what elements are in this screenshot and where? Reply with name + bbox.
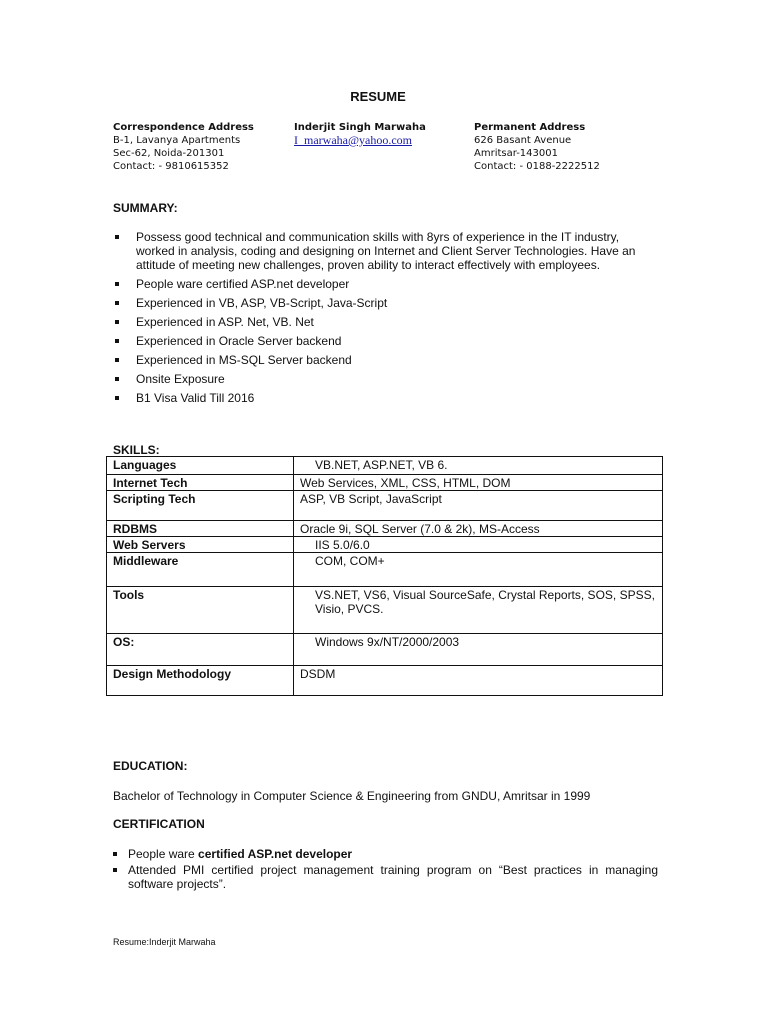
- education-text: Bachelor of Technology in Computer Science & Engineering from GNDU, Amritsar in 1999: [113, 789, 591, 803]
- skill-value: Web Services, XML, CSS, HTML, DOM: [294, 475, 663, 491]
- list-item: Experienced in ASP. Net, VB. Net: [113, 315, 643, 329]
- skill-value: VB.NET, ASP.NET, VB 6.: [294, 457, 663, 475]
- skill-value: IIS 5.0/6.0: [294, 537, 663, 553]
- table-row: [107, 634, 663, 666]
- skill-value: DSDM: [294, 666, 663, 696]
- skill-value: Oracle 9i, SQL Server (7.0 & 2k), MS-Access: [294, 521, 663, 537]
- page-footer: Resume:Inderjit Marwaha: [113, 937, 216, 947]
- skill-key: Scripting Tech: [107, 491, 294, 521]
- list-item: Experienced in MS-SQL Server backend: [113, 353, 643, 367]
- table-row: [107, 475, 663, 491]
- skill-key: OS:: [107, 634, 294, 666]
- permanent-address: [474, 121, 600, 173]
- skill-value: Windows 9x/NT/2000/2003: [294, 634, 663, 666]
- correspondence-line: B-1, Lavanya Apartments: [113, 135, 241, 146]
- education-heading: EDUCATION:: [113, 759, 188, 773]
- cert-highlight: certified ASP.net developer: [198, 847, 353, 861]
- skill-key: Web Servers: [107, 537, 294, 553]
- email-link[interactable]: I_marwaha@yahoo.com: [294, 133, 413, 147]
- cert-prefix: People ware: [128, 847, 199, 861]
- table-row: [107, 521, 663, 537]
- skill-key: RDBMS: [107, 521, 294, 537]
- skills-heading: SKILLS:: [113, 443, 160, 457]
- correspondence-line: Sec-62, Noida-201301: [113, 148, 225, 159]
- table-row: [107, 491, 663, 521]
- skill-key: Internet Tech: [107, 475, 294, 491]
- summary-heading: SUMMARY:: [113, 201, 178, 215]
- table-row: [107, 666, 663, 696]
- correspondence-contact: Contact: - 9810615352: [113, 161, 229, 172]
- table-row: [107, 553, 663, 587]
- list-item: People ware certified ASP.net developer: [113, 277, 643, 291]
- permanent-heading: Permanent Address: [474, 122, 586, 133]
- table-row: [107, 537, 663, 553]
- table-row: [107, 457, 663, 475]
- certification-list: [113, 847, 658, 893]
- certification-heading: CERTIFICATION: [113, 817, 205, 831]
- candidate-info: [294, 121, 426, 147]
- list-item: Experienced in VB, ASP, VB-Script, Java-Script: [113, 296, 643, 310]
- list-item: Onsite Exposure: [113, 372, 643, 386]
- skill-key: Design Methodology: [107, 666, 294, 696]
- list-item: Possess good technical and communication skills with 8yrs of experience in the IT industry, worked in analysis, coding and designing on Internet and Client Server Technologies. Have an attitude of meeting new challenges, proven ability to interact effectively with employees.: [113, 230, 643, 272]
- skill-key: Tools: [107, 587, 294, 634]
- skill-value: COM, COM+: [294, 553, 663, 587]
- correspondence-heading: Correspondence Address: [113, 122, 254, 133]
- skills-table: [106, 456, 663, 696]
- document-title: RESUME: [350, 89, 406, 104]
- correspondence-address: [113, 121, 254, 173]
- skill-value: ASP, VB Script, JavaScript: [294, 491, 663, 521]
- list-item: Attended PMI certified project management training program on “Best practices in managing software projects”.: [113, 863, 658, 891]
- permanent-line: Amritsar-143001: [474, 148, 558, 159]
- permanent-line: 626 Basant Avenue: [474, 135, 572, 146]
- list-item: [113, 847, 658, 861]
- candidate-name: Inderjit Singh Marwaha: [294, 122, 426, 133]
- permanent-contact: Contact: - 0188-2222512: [474, 161, 600, 172]
- summary-list: [113, 230, 643, 410]
- skill-key: Middleware: [107, 553, 294, 587]
- list-item: B1 Visa Valid Till 2016: [113, 391, 643, 405]
- table-row: [107, 587, 663, 634]
- list-item: Experienced in Oracle Server backend: [113, 334, 643, 348]
- skill-value: VS.NET, VS6, Visual SourceSafe, Crystal Reports, SOS, SPSS, Visio, PVCS.: [294, 587, 663, 634]
- skill-key: Languages: [107, 457, 294, 475]
